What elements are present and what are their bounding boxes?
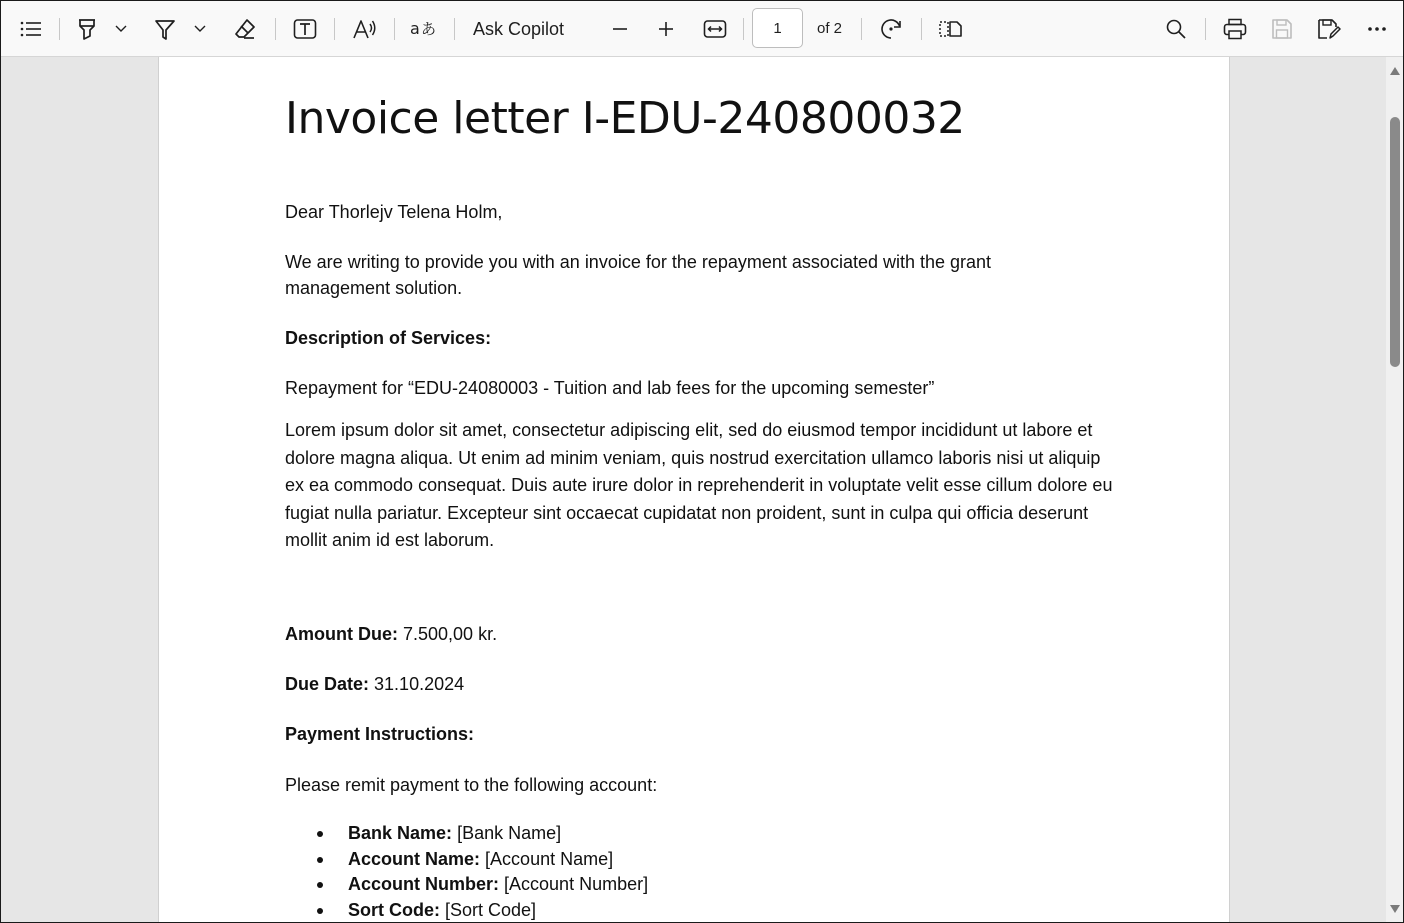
page-number-input[interactable] <box>752 8 803 48</box>
svg-text:a: a <box>410 19 420 38</box>
contents-icon[interactable] <box>15 11 47 47</box>
lorem-paragraph: Lorem ipsum dolor sit amet, consectetur adipiscing elit, sed do eiusmod tempor incididunt ut labore et dolore magna aliqua. Ut enim ad minim veniam, quis nostrud exercitation ullamco laboris nisi ut aliquip ex ea commodo consequat. Duis aute irure dolor in reprehenderit in voluptate velit esse cillum dolore eu fugiat nulla pariatur. Excepteur sint occaecat cupidatat non proident, sunt in culpa qui officia deserunt mollit anim id est laborum. <box>285 420 1113 550</box>
scroll-thumb[interactable] <box>1390 117 1400 367</box>
read-aloud-icon[interactable] <box>350 11 380 47</box>
amount-due-value: 7.500,00 kr. <box>403 624 498 644</box>
account-number-label: Account Number: <box>348 874 500 894</box>
page-view-icon[interactable] <box>934 11 966 47</box>
intro-paragraph: We are writing to provide you with an invoice for the repayment associated with the grant management solution. <box>285 252 992 298</box>
list-item <box>348 898 648 923</box>
amount-due <box>285 621 497 648</box>
account-name-label: Account Name: <box>348 848 481 869</box>
due-date-label: Due Date: <box>285 674 370 694</box>
toolbar-separator <box>861 18 862 40</box>
search-icon[interactable] <box>1161 11 1191 47</box>
toolbar <box>1 1 1403 57</box>
save-as-icon[interactable] <box>1314 11 1344 47</box>
text-box-icon[interactable] <box>290 11 320 47</box>
due-date-value: 31.10.2024 <box>374 674 465 694</box>
toolbar-separator <box>1205 18 1206 40</box>
draw-icon[interactable] <box>151 11 179 47</box>
zoom-in-icon[interactable] <box>651 11 681 47</box>
sort-code-value: [Sort Code] <box>445 899 537 920</box>
list-item <box>348 847 648 873</box>
toolbar-separator <box>334 18 335 40</box>
toolbar-separator <box>921 18 922 40</box>
toolbar-separator <box>275 18 276 40</box>
list-item <box>348 872 648 898</box>
scroll-down-arrow-icon[interactable] <box>1390 905 1400 913</box>
due-date <box>285 671 464 698</box>
svg-text:あ: あ <box>421 20 437 38</box>
payment-heading: Payment Instructions: <box>285 724 475 744</box>
remit-text: Please remit payment to the following account: <box>285 775 658 795</box>
save-icon[interactable] <box>1267 11 1297 47</box>
account-name-value: [Account Name] <box>485 848 614 869</box>
sort-code-label: Sort Code: <box>348 899 440 920</box>
greeting: Dear Thorlejv Telena Holm, <box>285 202 503 222</box>
vertical-scrollbar[interactable] <box>1386 57 1403 922</box>
bank-details-list <box>285 821 648 922</box>
pdf-page <box>158 57 1230 922</box>
zoom-out-icon[interactable] <box>605 11 635 47</box>
page-count-label: of 2 <box>817 20 843 37</box>
scroll-up-arrow-icon[interactable] <box>1390 67 1400 75</box>
page-title: Invoice letter I-EDU-240800032 <box>285 93 965 144</box>
toolbar-separator <box>394 18 395 40</box>
repayment-line: Repayment for “EDU-24080003 - Tuition and lab fees for the upcoming semester” <box>285 378 935 398</box>
list-item <box>348 821 648 847</box>
toolbar-separator <box>743 18 744 40</box>
toolbar-separator <box>454 18 455 40</box>
draw-dropdown-chevron-icon[interactable] <box>190 11 210 47</box>
amount-due-label: Amount Due: <box>285 624 398 644</box>
highlight-icon[interactable] <box>73 11 101 47</box>
more-icon[interactable] <box>1362 11 1392 47</box>
bank-name-label: Bank Name: <box>348 823 453 843</box>
rotate-icon[interactable] <box>875 11 907 47</box>
services-heading: Description of Services: <box>285 328 492 348</box>
bank-name-value: [Bank Name] <box>457 823 562 843</box>
account-number-value: [Account Number] <box>504 874 649 894</box>
erase-icon[interactable] <box>231 11 259 47</box>
document-viewport[interactable] <box>1 57 1385 922</box>
print-icon[interactable] <box>1219 11 1251 47</box>
highlight-dropdown-chevron-icon[interactable] <box>111 11 131 47</box>
fit-to-width-icon[interactable] <box>699 11 731 47</box>
toolbar-separator <box>59 18 60 40</box>
translate-icon[interactable] <box>408 11 440 47</box>
ask-copilot-button[interactable]: Ask Copilot <box>473 19 565 39</box>
